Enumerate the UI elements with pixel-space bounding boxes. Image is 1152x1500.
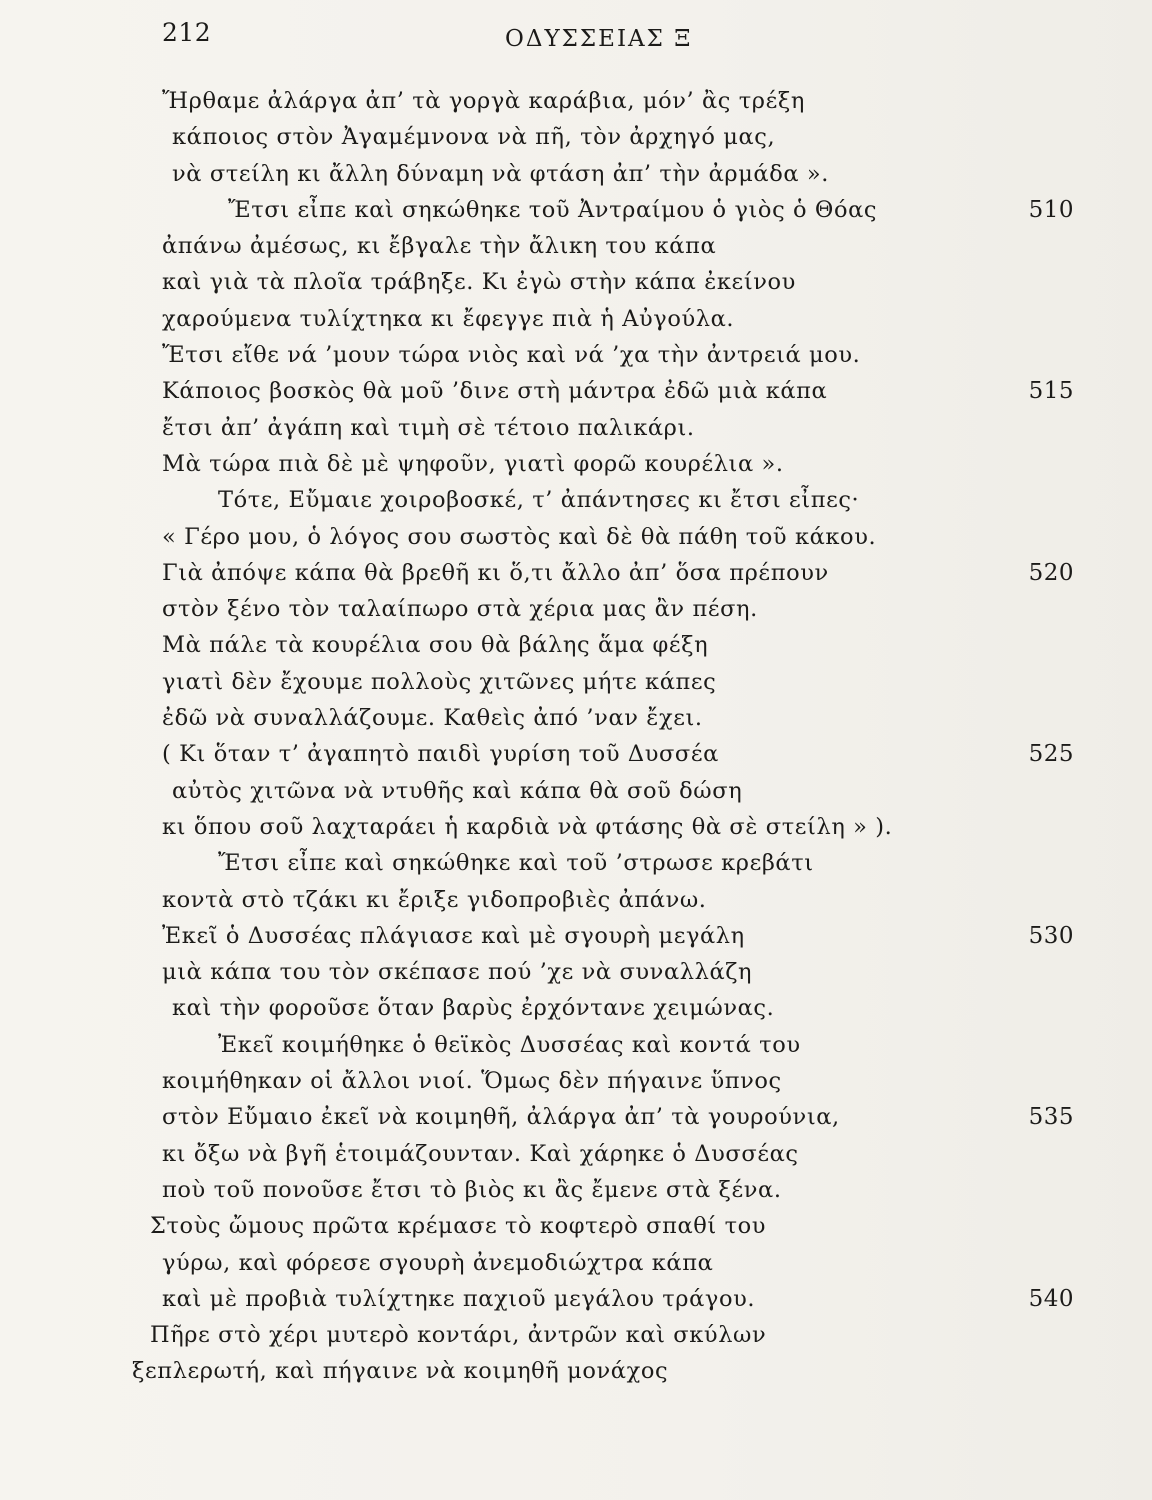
verse-text: Γιὰ ἀπόψε κάπα θὰ βρεθῆ κι ὅ,τι ἄλλο ἀπ’ ὅσα πρέπουν	[162, 559, 829, 586]
verse-line	[0, 233, 1152, 269]
verse-text: Ἤρθαμε ἀλάργα ἀπ’ τὰ γοργὰ καράβια, μόν’ ἂς τρέξη	[162, 88, 805, 114]
verse-line	[0, 1358, 1152, 1394]
line-number: 540	[1028, 1285, 1074, 1312]
verse-text: κοντὰ στὸ τζάκι κι ἔριξε γιδοπροβιὲς ἀπάνω.	[162, 886, 707, 913]
verse-text: Μὰ πάλε τὰ κουρέλια σου θὰ βάλης ἅμα φέξη	[162, 632, 709, 659]
verse-line	[0, 415, 1152, 451]
verse-line	[0, 342, 1152, 378]
verse-text: καὶ γιὰ τὰ πλοῖα τράβηξε. Κι ἐγὼ στὴν κάπα ἐκείνου	[162, 269, 796, 296]
verse-text: ἔτσι ἀπ’ ἀγάπη καὶ τιμὴ σὲ τέτοιο παλικάρι.	[162, 414, 695, 441]
verse-line	[0, 1250, 1152, 1286]
verse-text: κοιμήθηκαν οἱ ἄλλοι νιοί. Ὅμως δὲν πήγαινε ὕπνος	[162, 1068, 782, 1095]
page-header	[0, 18, 1152, 58]
verse-line	[0, 1141, 1152, 1177]
verse-line	[0, 1068, 1152, 1104]
verse-line	[0, 741, 1152, 777]
verse-line	[0, 850, 1152, 886]
page-number: 212	[162, 18, 212, 47]
line-number: 515	[1028, 378, 1074, 405]
verse-line	[0, 1213, 1152, 1249]
verse-text: αὐτὸς χιτῶνα νὰ ντυθῆς καὶ κάπα θὰ σοῦ δώση	[172, 777, 743, 804]
verse-text: Στοὺς ὤμους πρῶτα κρέμασε τὸ κοφτερὸ σπαθί του	[150, 1213, 767, 1240]
verse-text: Ἐκεῖ κοιμήθηκε ὁ θεϊκὸς Δυσσέας καὶ κοντά του	[218, 1031, 801, 1058]
verse-line	[0, 632, 1152, 668]
verse-text: χαρούμενα τυλίχτηκα κι ἔφεγγε πιὰ ἡ Αὐγούλα.	[162, 305, 735, 332]
line-number: 535	[1028, 1104, 1074, 1131]
line-number: 510	[1028, 196, 1074, 223]
verse-line	[0, 1104, 1152, 1140]
verse-text: Ἔτσι εἶπε καὶ σηκώθηκε τοῦ Ἀντραίμου ὁ γιὸς ὁ Θόας	[228, 196, 878, 223]
verse-line	[0, 378, 1152, 414]
verse-line	[0, 778, 1152, 814]
verse-text: ( Κι ὅταν τ’ ἀγαπητὸ παιδὶ γυρίση τοῦ Δυσσέα	[162, 741, 719, 768]
line-number: 530	[1028, 922, 1074, 949]
verse-text: Πῆρε στὸ χέρι μυτερὸ κοντάρι, ἀντρῶν καὶ σκύλων	[150, 1322, 767, 1349]
verse-line	[0, 197, 1152, 233]
verse-line	[0, 306, 1152, 342]
verse-text: Μὰ τώρα πιὰ δὲ μὲ ψηφοῦν, γιατὶ φορῶ κουρέλια ».	[162, 450, 784, 477]
verse-block	[0, 88, 1152, 1395]
verse-text: μιὰ κάπα του τὸν σκέπασε πού ’χε νὰ συναλλάζη	[162, 959, 753, 986]
verse-text: καὶ μὲ προβιὰ τυλίχτηκε παχιοῦ μεγάλου τράγου.	[162, 1285, 756, 1312]
verse-text: ποὺ τοῦ πονοῦσε ἔτσι τὸ βιὸς κι ἂς ἔμενε στὰ ξένα.	[162, 1176, 782, 1203]
verse-text: Ἐκεῖ ὁ Δυσσέας πλάγιασε καὶ μὲ σγουρὴ μεγάλη	[162, 922, 745, 949]
verse-line	[0, 124, 1152, 160]
verse-text: καὶ τὴν φοροῦσε ὅταν βαρὺς ἐρχόντανε χειμώνας.	[172, 995, 775, 1022]
verse-text: Ἔτσι εἶπε καὶ σηκώθηκε καὶ τοῦ ’στρωσε κρεβάτι	[218, 850, 814, 877]
verse-line	[0, 959, 1152, 995]
verse-text: ἀπάνω ἀμέσως, κι ἔβγαλε τὴν ἄλικη του κάπα	[162, 233, 717, 260]
verse-line	[0, 487, 1152, 523]
verse-text: κάποιος στὸν Ἀγαμέμνονα νὰ πῆ, τὸν ἀρχηγό μας,	[172, 124, 776, 151]
verse-line	[0, 1177, 1152, 1213]
verse-line	[0, 161, 1152, 197]
verse-line	[0, 1286, 1152, 1322]
line-number: 525	[1028, 741, 1074, 768]
verse-line	[0, 1322, 1152, 1358]
verse-text: κι ὅπου σοῦ λαχταράει ἡ καρδιὰ νὰ φτάσης θὰ σὲ στείλη » ).	[162, 813, 893, 840]
verse-text: ξεπλερωτή, καὶ πήγαινε νὰ κοιμηθῆ μονάχος	[132, 1358, 669, 1385]
verse-text: γύρω, καὶ φόρεσε σγουρὴ ἀνεμοδιώχτρα κάπα	[162, 1249, 714, 1276]
verse-text: νὰ στείλη κι ἄλλη δύναμη νὰ φτάση ἀπ’ τὴν ἀρμάδα ».	[172, 160, 830, 187]
verse-text: γιατὶ δὲν ἔχουμε πολλοὺς χιτῶνες μήτε κάπες	[162, 668, 717, 695]
verse-line	[0, 887, 1152, 923]
verse-line	[0, 560, 1152, 596]
verse-line	[0, 88, 1152, 124]
verse-line	[0, 269, 1152, 305]
verse-text: « Γέρο μου, ὁ λόγος σου σωστὸς καὶ δὲ θὰ πάθη τοῦ κάκου.	[162, 523, 877, 550]
verse-text: στὸν ξένο τὸν ταλαίπωρο στὰ χέρια μας ἂν πέση.	[162, 596, 758, 623]
verse-line	[0, 451, 1152, 487]
verse-text: κι ὄξω νὰ βγῆ ἑτοιμάζουνταν. Καὶ χάρηκε ὁ Δυσσέας	[162, 1140, 799, 1167]
verse-line	[0, 1032, 1152, 1068]
running-head: ΟΔΥΣΣΕΙΑΣ Ξ	[505, 26, 693, 52]
verse-text: ἐδῶ νὰ συναλλάζουμε. Καθεὶς ἀπό ’ναν ἔχει.	[162, 705, 703, 732]
line-number: 520	[1028, 559, 1074, 586]
verse-text: Κάποιος βοσκὸς θὰ μοῦ ’δινε στὴ μάντρα ἐδῶ μιὰ κάπα	[162, 378, 828, 405]
verse-text: Τότε, Εὔμαιε χοιροβοσκέ, τ’ ἀπάντησες κι ἔτσι εἶπες·	[218, 487, 860, 514]
verse-line	[0, 524, 1152, 560]
verse-line	[0, 995, 1152, 1031]
verse-line	[0, 705, 1152, 741]
verse-line	[0, 669, 1152, 705]
verse-line	[0, 814, 1152, 850]
verse-line	[0, 596, 1152, 632]
verse-text: Ἔτσι εἴθε νά ’μουν τώρα νιὸς καὶ νά ’χα τὴν ἀντρειά μου.	[162, 342, 861, 369]
verse-line	[0, 923, 1152, 959]
verse-text: στὸν Εὔμαιο ἐκεῖ νὰ κοιμηθῆ, ἀλάργα ἀπ’ τὰ γουρούνια,	[162, 1104, 840, 1131]
